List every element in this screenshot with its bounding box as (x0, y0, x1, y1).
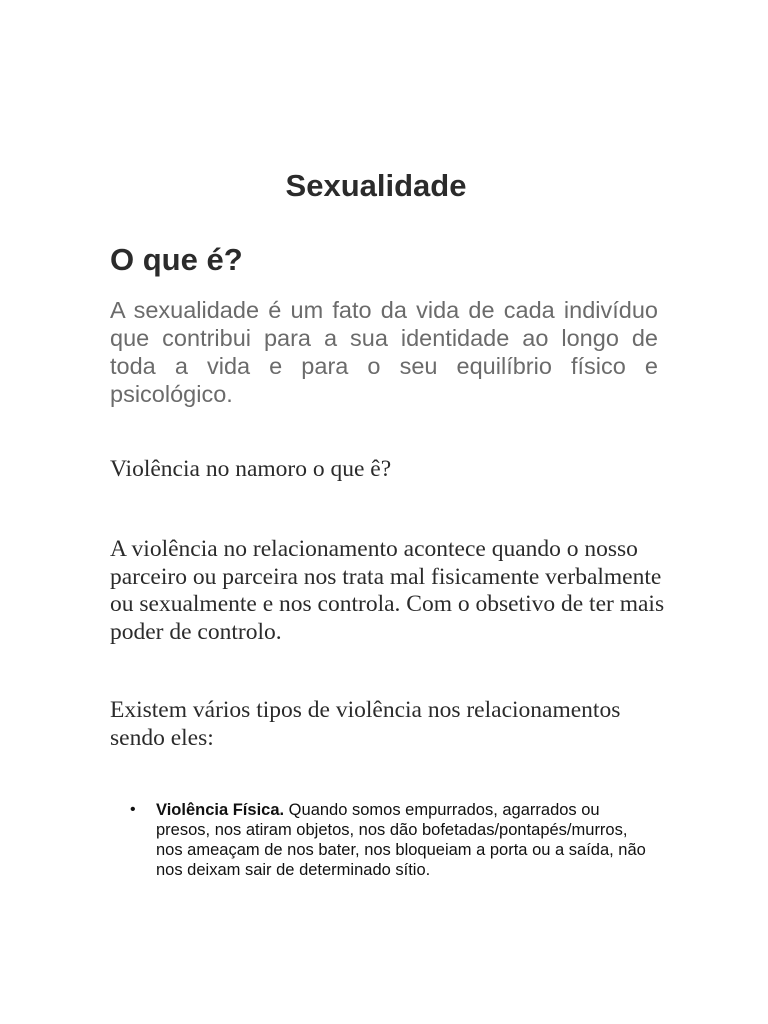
bullet-icon: • (130, 801, 136, 818)
bullet-term: Violência Física. (156, 801, 285, 819)
list-item (130, 800, 650, 880)
question-paragraph: Violência no namoro o que ê? (110, 456, 392, 482)
bullet-text: Quando somos empurrados, agarrados ou presos, nos atiram objetos, nos dão bofetadas/pontapés/murros, nos ameaçam de nos bater, nos bloqueiam a porta ou a saída, não nos deixam sair de determinado sítio. (156, 801, 646, 879)
page-title: Sexualidade (285, 168, 467, 203)
intro-paragraph: A sexualidade é um fato da vida de cada indivíduo que contribui para a sua identidade ao longo de toda a vida e para o seu equilíbrio físico e psicológico. (110, 297, 658, 407)
section-heading: O que é? (110, 242, 243, 277)
types-intro-paragraph: Existem vários tipos de violência nos relacionamentos sendo eles: (110, 697, 621, 751)
violence-types-list (130, 800, 650, 880)
definition-paragraph: A violência no relacionamento acontece quando o nosso parceiro ou parceira nos trata mal fisicamente verbalmente ou sexualmente e nos controla. Com o obsetivo de ter mais poder de controlo. (110, 536, 665, 645)
